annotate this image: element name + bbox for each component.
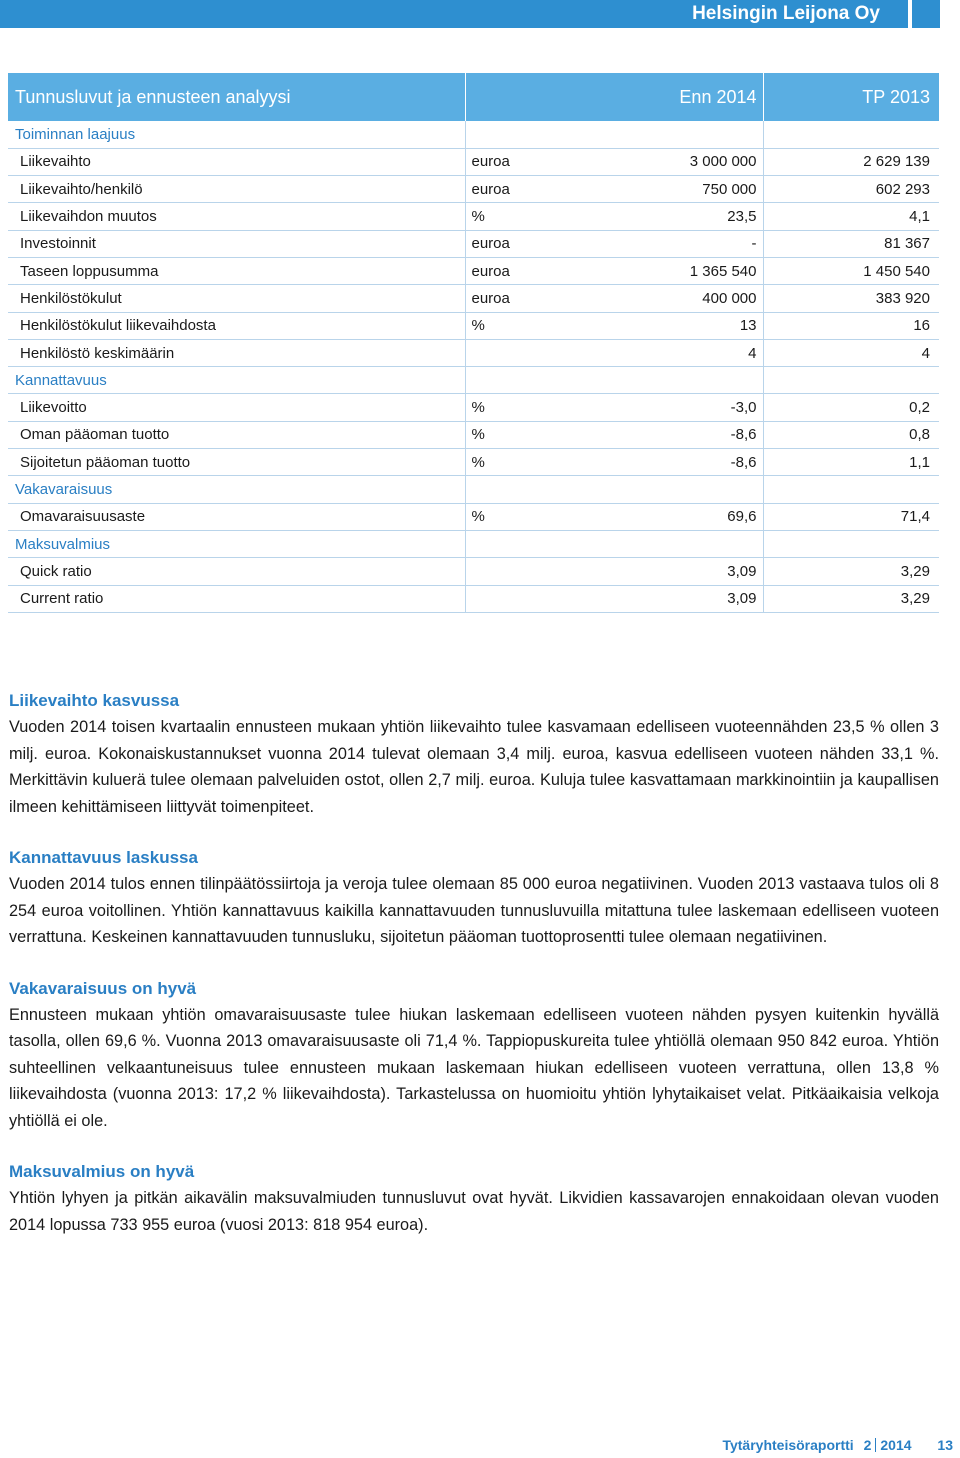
unit-cell [465, 367, 585, 394]
unit-cell [465, 530, 585, 557]
footer-year: 2014 [880, 1437, 912, 1453]
tp-2013-value [763, 476, 939, 503]
enn-2014-value: 3,09 [585, 585, 763, 612]
table-row [8, 148, 939, 175]
enn-2014-value [585, 121, 763, 148]
table-row [8, 503, 939, 530]
article-heading: Maksuvalmius on hyvä [9, 1162, 195, 1181]
enn-2014-value: -3,0 [585, 394, 763, 421]
enn-2014-value: 69,6 [585, 503, 763, 530]
table-row [8, 312, 939, 339]
row-label: Liikevaihto/henkilö [8, 176, 465, 203]
table-header-row [8, 73, 939, 121]
company-name: Helsingin Leijona Oy [692, 3, 880, 24]
article-section [9, 845, 939, 951]
row-label: Sijoitetun pääoman tuotto [8, 449, 465, 476]
article-heading: Vakavaraisuus on hyvä [9, 978, 197, 998]
table-row [8, 585, 939, 612]
enn-2014-value: 4 [585, 339, 763, 366]
unit-cell: euroa [465, 230, 585, 257]
row-label: Oman pääoman tuotto [8, 421, 465, 448]
enn-2014-value [585, 476, 763, 503]
page-footer [722, 1436, 953, 1454]
unit-cell [465, 121, 585, 148]
section-label: Maksuvalmius [8, 530, 465, 557]
unit-cell: euroa [465, 285, 585, 312]
unit-cell: % [465, 421, 585, 448]
table-row [8, 203, 939, 230]
tp-2013-value: 1 450 540 [763, 257, 939, 284]
tp-2013-value [763, 121, 939, 148]
tp-2013-value: 383 920 [763, 285, 939, 312]
table-row [8, 421, 939, 448]
tp-2013-value [763, 530, 939, 557]
tp-2013-value: 16 [763, 312, 939, 339]
tp-2013-value: 0,2 [763, 394, 939, 421]
kpi-table [8, 73, 939, 613]
table-row [8, 176, 939, 203]
enn-2014-value: 750 000 [585, 176, 763, 203]
table-row [8, 558, 939, 585]
enn-2014-header: Enn 2014 [585, 73, 763, 121]
row-label: Current ratio [8, 585, 465, 612]
unit-header-cell [465, 73, 585, 121]
tp-2013-value: 4 [763, 339, 939, 366]
enn-2014-value: 400 000 [585, 285, 763, 312]
company-banner [0, 0, 908, 28]
enn-2014-value: 3,09 [585, 558, 763, 585]
tp-2013-value: 3,29 [763, 585, 939, 612]
unit-cell [465, 558, 585, 585]
row-label: Henkilöstökulut [8, 285, 465, 312]
row-label: Henkilöstökulut liikevaihdosta [8, 312, 465, 339]
tp-2013-value [763, 367, 939, 394]
article-section [9, 688, 939, 820]
tp-2013-value: 1,1 [763, 449, 939, 476]
enn-2014-value: 23,5 [585, 203, 763, 230]
unit-cell: euroa [465, 148, 585, 175]
article-section [9, 976, 939, 1135]
row-label: Liikevoitto [8, 394, 465, 421]
table-row [8, 394, 939, 421]
article-body: Yhtiön lyhyen ja pitkän aikavälin maksuvalmiuden tunnusluvut ovat hyvät. Likvidien kassavarojen ennakoidaan olevan vuoden 2014 lopussa 733 955 euroa (vuosi 2013: 818 954 euroa). [9, 1189, 939, 1234]
table-row [8, 339, 939, 366]
article-body: Ennusteen mukaan yhtiön omavaraisuusaste tulee hiukan laskemaan edelliseen vuoteen nähden pysyen kuitenkin hyvällä tasolla, ollen 69,6 %. Vuonna 2013 omavaraisuusaste oli 71,4 %. Tappiopuskureita tulee yhtiöllä olemaan 950 842 euroa. Yhtiön suhteellinen velkaantuneisuus tulee ennusteen mukaan laskemaan hiukan edelliseen vuoteen verrattuna, ollen 13,8 % liikevaihdosta (vuonna 2013: 17,2 % liikevaihdosta). Tarkastelussa on huomioitu yhtiön lyhytaikaiset velat. Pitkäaikaisia velkoja yhtiöllä ei ole. [9, 1005, 939, 1130]
tp-2013-value: 602 293 [763, 176, 939, 203]
section-row [8, 121, 939, 148]
footer-report-name: Tytäryhteisöraportti [722, 1437, 854, 1453]
enn-2014-value: -8,6 [585, 449, 763, 476]
unit-cell: % [465, 503, 585, 530]
table-title: Tunnusluvut ja ennusteen analyysi [8, 73, 465, 121]
tp-2013-value: 2 629 139 [763, 148, 939, 175]
unit-cell [465, 585, 585, 612]
banner-tab [912, 0, 940, 28]
tp-2013-value: 81 367 [763, 230, 939, 257]
row-label: Henkilöstö keskimäärin [8, 339, 465, 366]
analysis-articles [9, 688, 939, 1263]
unit-cell: % [465, 203, 585, 230]
row-label: Liikevaihto [8, 148, 465, 175]
article-section [9, 1159, 939, 1238]
unit-cell: % [465, 449, 585, 476]
table-row [8, 230, 939, 257]
section-row [8, 530, 939, 557]
article-heading: Liikevaihto kasvussa [9, 691, 180, 710]
section-label: Kannattavuus [8, 367, 465, 394]
enn-2014-value [585, 530, 763, 557]
table-row [8, 285, 939, 312]
unit-cell: euroa [465, 176, 585, 203]
tp-2013-header: TP 2013 [763, 73, 939, 121]
row-label: Omavaraisuusaste [8, 503, 465, 530]
table-row [8, 257, 939, 284]
page-number: 13 [937, 1437, 953, 1453]
table-row [8, 449, 939, 476]
section-label: Toiminnan laajuus [8, 121, 465, 148]
section-row [8, 367, 939, 394]
unit-cell: euroa [465, 257, 585, 284]
unit-cell: % [465, 312, 585, 339]
article-body: Vuoden 2014 toisen kvartaalin ennusteen mukaan yhtiön liikevaihto tulee kasvamaan edelliseen vuoteennähden 23,5 % ollen 3 milj. euroa. Kokonaiskustannukset vuonna 2014 tulevat olemaan 3,4 milj. euroa, kasvua edelliseen vuoteen nähden 33,1 %. Merkittävin kuluerä tulee olemaan palveluiden ostot, ollen 2,7 milj. euroa. Kuluja tulee kasvattamaan markkinointiin ja kaupallisen ilmeen kehittämiseen liittyvät toimenpiteet. [9, 718, 939, 816]
row-label: Investoinnit [8, 230, 465, 257]
enn-2014-value [585, 367, 763, 394]
article-body: Vuoden 2014 tulos ennen tilinpäätössiirtoja ja veroja tulee olemaan 85 000 euroa negatiivinen. Vuoden 2013 vastaava tulos oli 8 254 euroa voitollinen. Yhtiön kannattavuus kaikilla kannattavuuden tunnusluvuilla mitattuna tulee laskemaan edelliseen vuoteen verrattuna. Keskeinen kannattavuuden tunnusluku, sijoitetun pääoman tuottoprosentti tulee olemaan negatiivinen. [9, 875, 939, 946]
unit-cell [465, 476, 585, 503]
footer-separator [875, 1438, 876, 1452]
tp-2013-value: 0,8 [763, 421, 939, 448]
enn-2014-value: 13 [585, 312, 763, 339]
section-row [8, 476, 939, 503]
tp-2013-value: 3,29 [763, 558, 939, 585]
tp-2013-value: 4,1 [763, 203, 939, 230]
footer-issue: 2 [863, 1437, 872, 1453]
row-label: Liikevaihdon muutos [8, 203, 465, 230]
unit-cell: % [465, 394, 585, 421]
section-label: Vakavaraisuus [8, 476, 465, 503]
tp-2013-value: 71,4 [763, 503, 939, 530]
article-heading: Kannattavuus laskussa [9, 848, 198, 867]
row-label: Taseen loppusumma [8, 257, 465, 284]
row-label: Quick ratio [8, 558, 465, 585]
enn-2014-value: 1 365 540 [585, 257, 763, 284]
enn-2014-value: -8,6 [585, 421, 763, 448]
unit-cell [465, 339, 585, 366]
enn-2014-value: - [585, 230, 763, 257]
enn-2014-value: 3 000 000 [585, 148, 763, 175]
